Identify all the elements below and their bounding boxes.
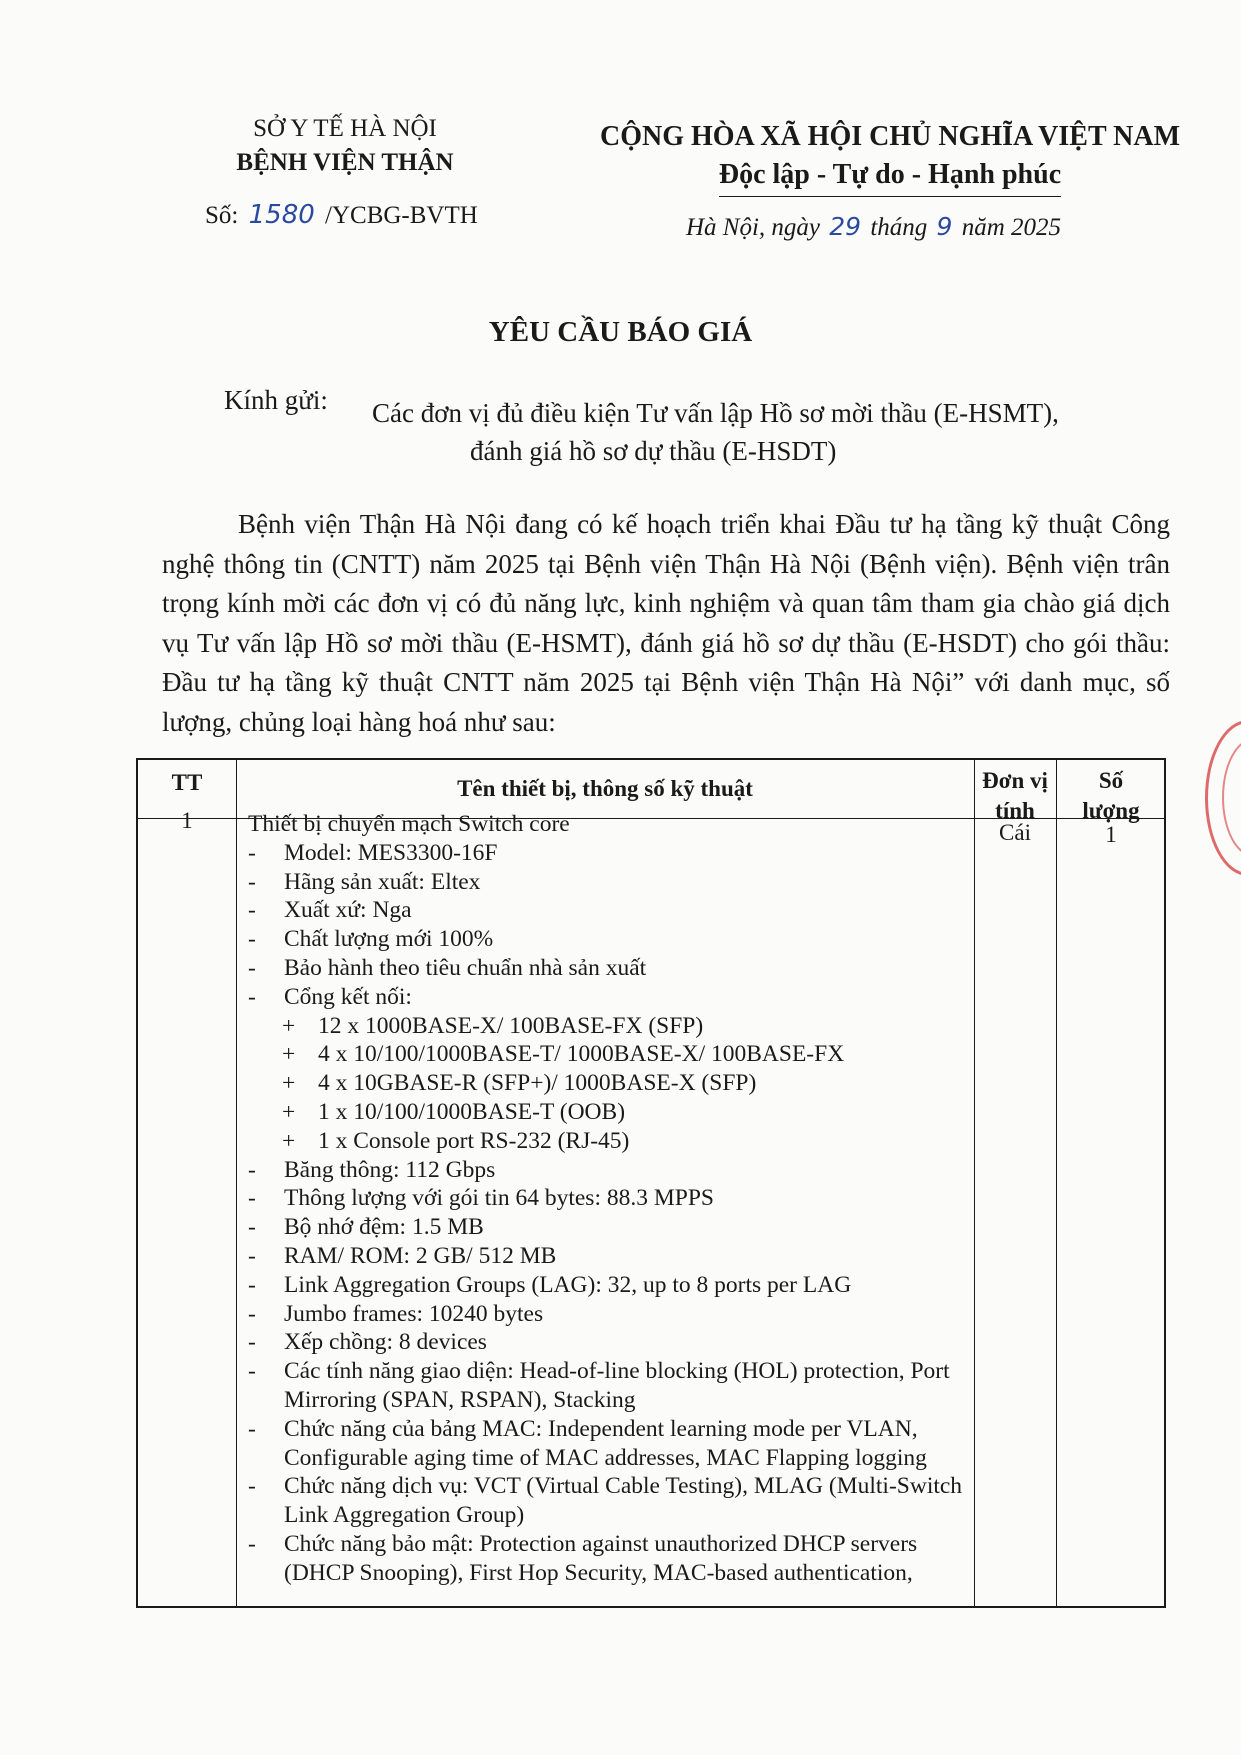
table-column-divider xyxy=(1056,760,1057,1606)
spec-bullet: - xyxy=(248,897,256,924)
spec-bullet: - xyxy=(248,1415,256,1442)
spec-item xyxy=(248,1040,968,1069)
spec-text: Chức năng bảo mật: Protection against unauthorized DHCP servers (DHCP Snooping), First Hop Security, MAC-based authentication, xyxy=(284,1530,918,1586)
date-month-label: tháng xyxy=(870,214,928,241)
spec-bullet: + xyxy=(282,1041,296,1068)
spec-text: Link Aggregation Groups (LAG): 32, up to 8 ports per LAG xyxy=(284,1271,852,1298)
header-unit-line2: tính xyxy=(995,798,1035,823)
document-number-suffix: /YCBG-BVTH xyxy=(325,202,478,229)
spec-bullet: - xyxy=(248,983,256,1010)
issuing-agency-block xyxy=(190,112,500,180)
spec-item xyxy=(248,983,968,1012)
spec-item xyxy=(248,1271,968,1300)
spec-item xyxy=(248,1328,968,1357)
document-title: YÊU CẦU BÁO GIÁ xyxy=(488,316,753,348)
spec-item xyxy=(248,896,968,925)
spec-bullet: - xyxy=(248,1358,256,1385)
spec-text: Chất lượng mới 100% xyxy=(284,926,494,953)
spec-text: Chức năng của bảng MAC: Independent learning mode per VLAN, Configurable aging time of MAC addresses, MAC Flapping logging xyxy=(284,1415,927,1471)
spec-bullet: - xyxy=(248,839,256,866)
spec-bullet: - xyxy=(248,954,256,981)
spec-item xyxy=(248,1213,968,1242)
item-specification xyxy=(248,810,968,1588)
document-number xyxy=(205,200,478,230)
spec-text: Hãng sản xuất: Eltex xyxy=(284,868,481,895)
spec-item xyxy=(248,1530,968,1588)
date-year: năm 2025 xyxy=(961,214,1062,241)
recipient-label: Kính gửi: xyxy=(224,385,328,415)
equipment-table xyxy=(136,758,1166,1608)
header-tt: TT xyxy=(171,770,203,795)
spec-list xyxy=(248,839,968,1588)
spec-bullet: + xyxy=(282,1098,296,1125)
nation-title: CỘNG HÒA XÃ HỘI CHỦ NGHĨA VIỆT NAM xyxy=(599,121,1181,152)
spec-bullet: - xyxy=(248,1329,256,1356)
spec-item xyxy=(248,1415,968,1473)
spec-item xyxy=(248,1357,968,1415)
date-day-handwritten: 29 xyxy=(829,212,862,241)
row-quantity: 1 xyxy=(1105,822,1117,847)
spec-bullet: - xyxy=(248,926,256,953)
date-month-handwritten: 9 xyxy=(936,212,953,241)
spec-item xyxy=(248,925,968,954)
row-tt: 1 xyxy=(181,808,193,833)
spec-bullet: - xyxy=(248,868,256,895)
spec-bullet: - xyxy=(248,1242,256,1269)
spec-text: 4 x 10/100/1000BASE-T/ 1000BASE-X/ 100BASE-FX xyxy=(318,1041,845,1068)
spec-item xyxy=(248,1242,968,1271)
item-title: Thiết bị chuyển mạch Switch core xyxy=(248,811,570,837)
spec-item xyxy=(248,1156,968,1185)
spec-bullet: + xyxy=(282,1070,296,1097)
spec-text: Băng thông: 112 Gbps xyxy=(284,1156,496,1183)
recipient-line-2: đánh giá hồ sơ dự thầu (E-HSDT) xyxy=(470,436,837,466)
spec-bullet: - xyxy=(248,1156,256,1183)
spec-bullet: - xyxy=(248,1271,256,1298)
spec-item xyxy=(248,1184,968,1213)
spec-bullet: - xyxy=(248,1473,256,1500)
body-paragraph: Bệnh viện Thận Hà Nội đang có kế hoạch triển khai Đầu tư hạ tầng kỹ thuật Công nghệ thông tin (CNTT) năm 2025 tại Bệnh viện Thận Hà Nội (Bệnh viện). Bệnh viện trân trọng kính mời các đơn vị có đủ năng lực, kinh nghiệm và quan tâm tham gia chào giá dịch vụ Tư vấn lập Hồ sơ mời thầu (E-HSMT), đánh giá hồ sơ dự thầu (E-HSDT) cho gói thầu: Đầu tư hạ tầng kỹ thuật CNTT năm 2025 tại Bệnh viện Thận Hà Nội” với danh mục, số lượng, chủng loại hàng hoá như sau: xyxy=(162,509,1170,737)
spec-item xyxy=(248,839,968,868)
spec-text: Jumbo frames: 10240 bytes xyxy=(284,1300,544,1327)
recipient-line-1: Các đơn vị đủ điều kiện Tư vấn lập Hồ sơ mời thầu (E-HSMT), xyxy=(372,398,1059,428)
header-unit-line1: Đơn vị xyxy=(982,768,1048,793)
table-column-divider xyxy=(236,760,237,1606)
document-number-handwritten: 1580 xyxy=(248,200,315,230)
spec-text: 4 x 10GBASE-R (SFP+)/ 1000BASE-X (SFP) xyxy=(318,1070,757,1097)
header-quantity xyxy=(1056,766,1166,826)
national-motto: Độc lập - Tự do - Hạnh phúc xyxy=(719,156,1061,197)
spec-item xyxy=(248,1098,968,1127)
spec-text: Thông lượng với gói tin 64 bytes: 88.3 MPPS xyxy=(284,1185,714,1212)
spec-text: 1 x 10/100/1000BASE-T (OOB) xyxy=(318,1098,626,1125)
spec-item xyxy=(248,868,968,897)
header-quantity-line2: lượng xyxy=(1082,798,1140,823)
national-header-block xyxy=(590,118,1190,197)
spec-text: Các tính năng giao diện: Head-of-line blocking (HOL) protection, Port Mirroring (SPAN, RSPAN), Stacking xyxy=(284,1358,950,1413)
date-prefix: Hà Nội, ngày xyxy=(686,214,821,241)
spec-bullet: - xyxy=(248,1185,256,1212)
document-number-prefix: Số: xyxy=(205,202,239,229)
spec-bullet: + xyxy=(282,1012,296,1039)
spec-bullet: - xyxy=(248,1530,256,1557)
spec-item xyxy=(248,1069,968,1098)
spec-bullet: - xyxy=(248,1300,256,1327)
spec-text: Xếp chồng: 8 devices xyxy=(284,1329,487,1356)
spec-text: Cổng kết nối: xyxy=(284,983,412,1010)
header-quantity-line1: Số xyxy=(1098,768,1124,793)
spec-item xyxy=(248,954,968,983)
spec-item xyxy=(248,1127,968,1156)
spec-bullet: + xyxy=(282,1127,296,1154)
spec-item xyxy=(248,1012,968,1041)
header-item-name: Tên thiết bị, thông số kỹ thuật xyxy=(457,776,753,801)
spec-item xyxy=(248,1472,968,1530)
spec-text: RAM/ ROM: 2 GB/ 512 MB xyxy=(284,1242,557,1269)
parent-agency-name: SỞ Y TẾ HÀ NỘI xyxy=(253,115,437,142)
spec-text: Bộ nhớ đệm: 1.5 MB xyxy=(284,1214,484,1241)
place-date-line xyxy=(686,212,1061,242)
hospital-name: BỆNH VIỆN THẬN xyxy=(236,149,454,176)
spec-text: 12 x 1000BASE-X/ 100BASE-FX (SFP) xyxy=(318,1012,704,1039)
spec-text: Bảo hành theo tiêu chuẩn nhà sản xuất xyxy=(284,954,647,981)
spec-item xyxy=(248,1300,968,1329)
spec-text: 1 x Console port RS-232 (RJ-45) xyxy=(318,1127,630,1154)
spec-text: Chức năng dịch vụ: VCT (Virtual Cable Testing), MLAG (Multi-Switch Link Aggregation Group) xyxy=(284,1473,963,1529)
spec-text: Xuất xứ: Nga xyxy=(284,897,412,924)
spec-bullet: - xyxy=(248,1214,256,1241)
spec-text: Model: MES3300-16F xyxy=(284,839,498,866)
table-column-divider xyxy=(974,760,975,1606)
row-unit: Cái xyxy=(999,820,1031,845)
header-unit xyxy=(974,766,1056,826)
